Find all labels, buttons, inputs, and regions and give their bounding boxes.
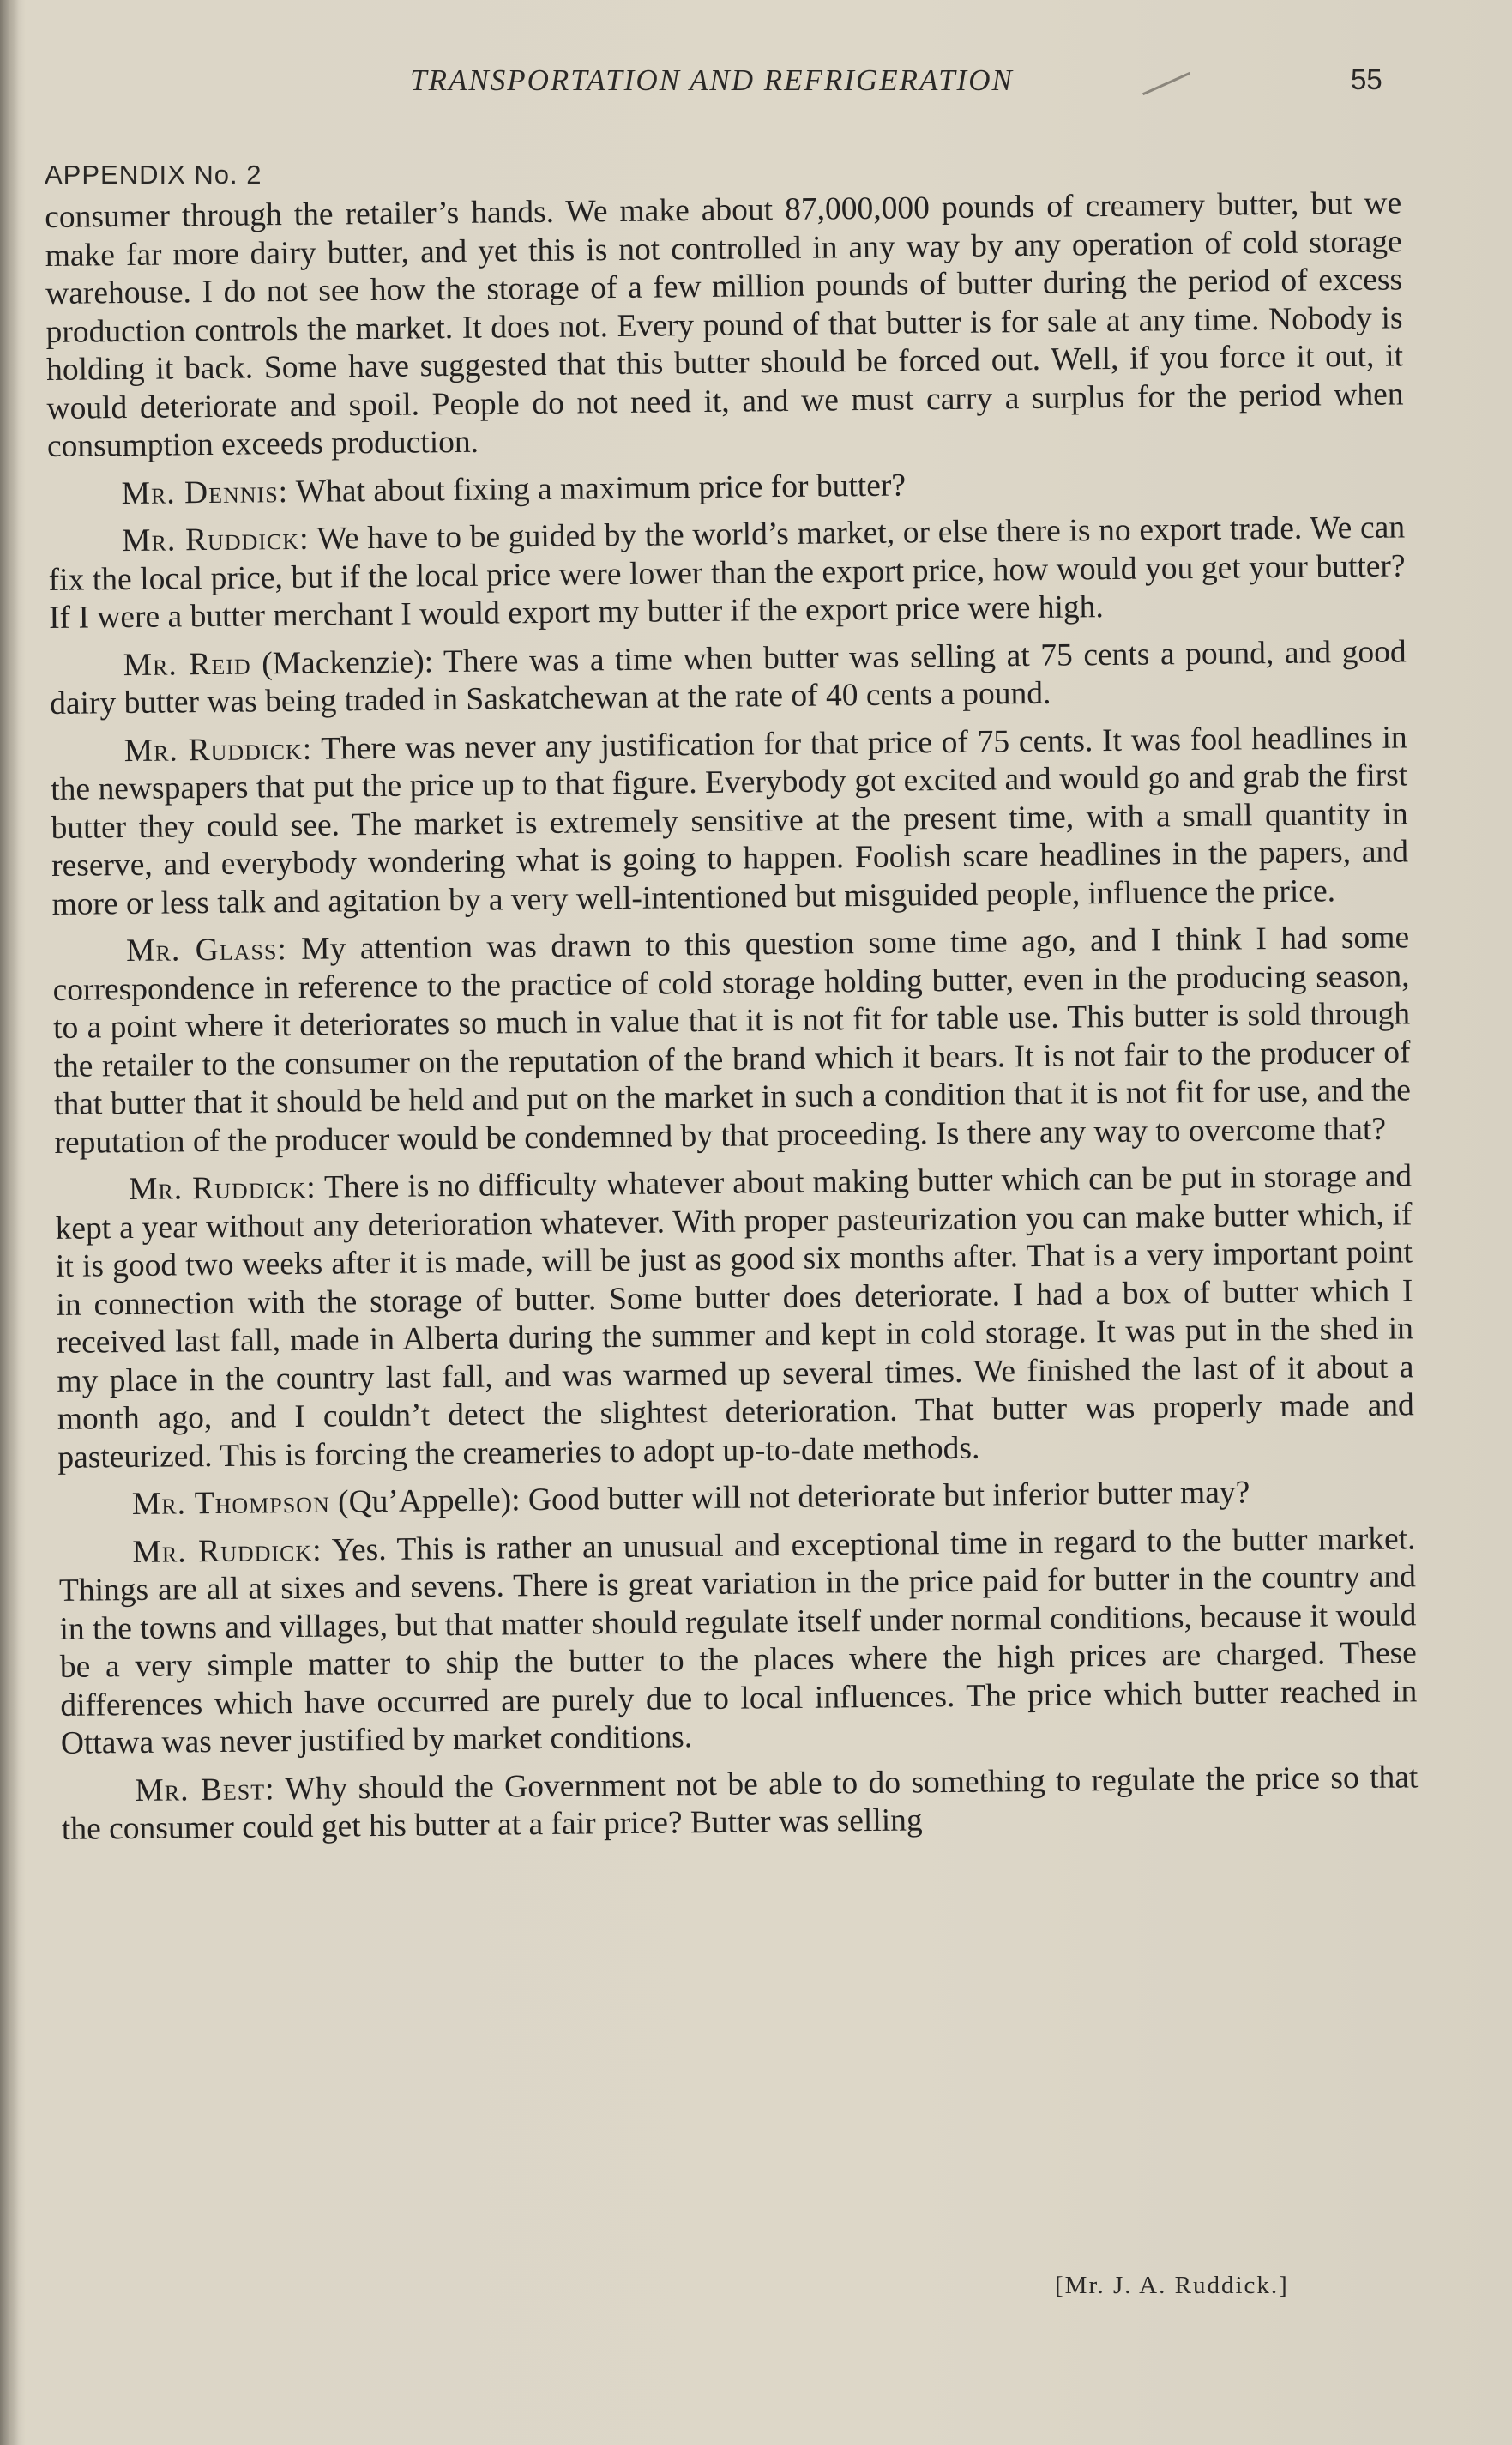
speaker-name: Mr. Thompson xyxy=(131,1484,330,1523)
paragraph-ruddick-2 xyxy=(51,719,1409,924)
paragraph-text: (Mackenzie): There was a time when butter was selling at 75 cents a pound, and good dairy butter was being traded in Saskatchewan at the rate of 40 cents a pound. xyxy=(49,633,1407,721)
paragraph-text: Yes. This is rather an unusual and exceptional time in regard to the butter market. Things are all at sixes and sevens. There is great variation in the price paid for butter in the country and in the towns and villages, but that matter should regulate itself under normal conditions, because it would be a very simple matter to ship the butter to the places where the high prices are charged. These differences which have occurred are purely due to local influences. The price which butter reached in Ottawa was never justified by market conditions. xyxy=(58,1520,1418,1761)
running-head: TRANSPORTATION AND REFRIGERATION xyxy=(410,63,1014,97)
paragraph-text: There is no difficulty whatever about making butter which can be put in storage and kept a year without any deterioration whatever. With proper pasteurization you can make butter which, if it is good two weeks after it is made, will be just as good six months after. That is a very important point in connection with the storage of butter. Some butter does deteriorate. I had a box of butter which I received last fall, made in Alberta during the summer and kept in cold storage. It was put in the shed in my place in the country last fall, and was warmed up several times. We finished the last of it about a month ago, and I couldn’t detect the slightest deterioration. That butter was properly made and pasteurized. This is forcing the creameries to adopt up-to-date methods. xyxy=(55,1158,1415,1476)
paragraph-thompson xyxy=(58,1472,1415,1524)
paragraph-reid xyxy=(49,633,1407,724)
speaker-name: Mr. Ruddick: xyxy=(121,521,310,559)
paragraph-text: What about fixing a maximum price for butter? xyxy=(287,468,907,510)
speaker-name: Mr. Dennis: xyxy=(121,474,289,511)
paragraph-text: (Qu’Appelle): Good butter will not deteriorate but inferior butter may? xyxy=(329,1475,1250,1520)
page-binding-shadow xyxy=(0,0,19,2445)
speaker-name: Mr. Ruddick: xyxy=(128,1169,316,1208)
paragraph-text: My attention was drawn to this question some time ago, and I think I had some correspondence in reference to the practice of cold storage holding butter, even in the producing season, to a point where it deteriorates so much in value that it is not fit for table use. This butter is sold through the retailer to the consumer on the reputation of the brand which it bears. It is not fair to the producer of that butter that it should be held and put on the market in such a condition that it is not fit for use, and the reputation of the producer would be condemned by that proceeding. Is there any way to overcome that? xyxy=(52,920,1412,1161)
paragraph-ruddick-3 xyxy=(55,1157,1415,1477)
speaker-name: Mr. Best: xyxy=(135,1771,275,1808)
paragraph-glass xyxy=(52,919,1412,1162)
pencil-mark xyxy=(1142,72,1190,95)
appendix-label: APPENDIX No. 2 xyxy=(45,160,262,190)
paragraph-text: We have to be guided by the world’s market, or else there is no export trade. We can fix the local price, but if the local price were lower than the export price, how would you get your butter? If I were a butter merchant I would export my butter if the export price were high. xyxy=(48,510,1406,636)
speaker-name: Mr. Ruddick: xyxy=(123,731,313,769)
speaker-name: Mr. Ruddick: xyxy=(132,1532,322,1570)
body-text xyxy=(45,184,1419,1858)
paragraph-text: Why should the Government not be able to do something to regulate the price so that the consumer could get his butter at a fair price? Butter was selling xyxy=(61,1759,1419,1847)
paragraph-ruddick-1 xyxy=(48,509,1406,637)
page-number: 55 xyxy=(1351,63,1382,95)
speaker-name: Mr. Reid xyxy=(123,646,251,683)
speaker-name: Mr. Glass: xyxy=(125,932,288,969)
paragraph-dennis xyxy=(47,462,1404,514)
paragraph-ruddick-4 xyxy=(58,1520,1418,1764)
paragraph-text: consumer through the retailer’s hands. We make about 87,000,000 pounds of creamery butter, but we make far more dairy butter, and yet this is not controlled in any way by any operation of cold storage warehouse. I do not see how the storage of a few million pounds of butter during the period of excess production controls the market. It does not. Every pound of that butter is for sale at any time. Nobody is holding it back. Some have suggested that this butter should be forced out. Well, if you force it out, it would deteriorate and spoil. People do not need it, and we must carry a surplus for the period when consumption exceeds production. xyxy=(45,185,1404,464)
paragraph-best xyxy=(61,1759,1419,1850)
paragraph-continuation xyxy=(45,184,1404,466)
paragraph-text: There was never any justification for that price of 75 cents. It was fool headlines in the newspapers that put the price up to that figure. Everybody got excited and would go and grab the first butter they could see. The market is extremely sensitive at the present time, with a small quantity in reserve, and everybody wondering what is going to happen. Foolish scare headlines in the papers, and more or less talk and agitation by a very well-intentioned but misguided people, influence the price. xyxy=(50,719,1409,922)
footer-attribution: [Mr. J. A. Ruddick.] xyxy=(1055,2272,1289,2299)
